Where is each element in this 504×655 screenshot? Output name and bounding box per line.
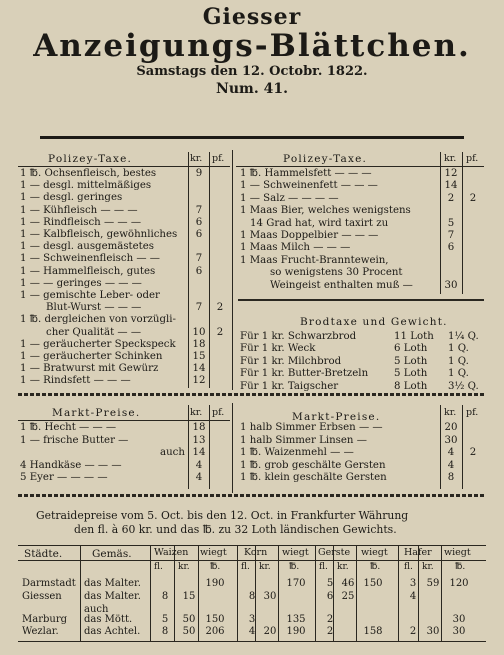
getraide-subheader-fl: fl. (319, 562, 328, 572)
section-divider-ornament (18, 393, 486, 396)
getraide-subheader-lb: ℔. (210, 562, 221, 572)
left_taxe-row-kr: 7 (195, 204, 203, 216)
getraide-cell-gemaes: das Mött. (84, 614, 133, 625)
getraide-cell-w_kr: 50 (182, 614, 196, 625)
left_taxe-row-text: 1 — Kalbfleisch, gewöhnliches (20, 229, 178, 240)
right-markt-pf-rule (462, 405, 463, 489)
getraide-cell-w_wiegt: 150 (205, 614, 225, 625)
getraide-cell-h_wiegt: 120 (449, 578, 469, 589)
getraide-cell-g_wiegt: 158 (363, 626, 383, 637)
left_taxe-row-kr: 14 (192, 363, 206, 375)
getraide-cell-gemaes: das Malter. (84, 591, 141, 602)
left_taxe-row-text: 1 — desgl. ausgemästetes (20, 241, 155, 253)
getraide-header-rule (18, 560, 486, 561)
getraide-cell-w_fl: 5 (161, 614, 169, 625)
right-markt-pf-header: pf. (466, 407, 479, 418)
right_markt-row-pf: 2 (469, 447, 477, 459)
brodtaxe-row-q: 1 Q. (448, 343, 469, 355)
brodtaxe-row-q: 1 Q. (448, 368, 469, 380)
left_markt-row-kr: 18 (192, 422, 206, 433)
left_taxe-row-text: 1 — Rindsfett — — — (20, 375, 131, 387)
left-taxe-header-rule (18, 166, 230, 167)
issue-number: Num. 41. (216, 81, 288, 97)
getraide-subheader-lb: ℔. (370, 562, 381, 572)
getraide-subheader-kr: kr. (422, 562, 434, 572)
getraide-cell-gemaes: das Malter. (84, 578, 141, 589)
column-divider (232, 150, 233, 390)
left-markt-pf-rule (209, 405, 210, 489)
left_taxe-row-kr: 7 (195, 302, 203, 314)
left-taxe-header: Polizey-Taxe. (48, 153, 133, 165)
left_taxe-row-text: 1 — Bratwurst mit Gewürz (20, 363, 159, 375)
section-divider-ornament-2 (18, 494, 486, 497)
right_taxe-row-text: so wenigstens 30 Procent (270, 267, 403, 279)
getraide-cell-h_fl: 3 (409, 578, 417, 589)
getraide-subheader-kr: kr. (337, 562, 349, 572)
brodtaxe-row-text: Für 1 kr. Taigscher (240, 380, 339, 392)
getraide-cell-g_kr: 25 (341, 591, 355, 602)
getraide-cell-k_wiegt: 135 (286, 614, 306, 625)
left_taxe-row-text: 1 — — geringes — — — (20, 277, 142, 289)
brodtaxe-row-weight: 11 Loth (394, 331, 434, 342)
getraide-cell-k_fl: 3 (248, 614, 256, 625)
left_taxe-row-kr: 7 (195, 253, 203, 265)
getraide-header-staedte: Städte. (24, 548, 63, 560)
getraide-cell-gemaes: auch (84, 604, 109, 615)
right_taxe-row-kr: 2 (447, 192, 455, 204)
getraide-cell-g_fl: 6 (326, 591, 334, 602)
getraide-cell-k_kr: 30 (263, 591, 277, 602)
getraide-cell-w_fl: 8 (161, 591, 169, 602)
masthead-title-main: Anzeigungs-Blättchen. (33, 28, 471, 64)
right_markt-row-kr: 20 (444, 422, 458, 433)
left_taxe-row-kr: 6 (195, 216, 203, 228)
brodtaxe-row-q: 3½ Q. (448, 380, 479, 392)
getraide-subheader-lb: ℔. (455, 562, 466, 572)
left-taxe-kr-rule (188, 152, 189, 388)
left_taxe-row-text: 1 ℔. Ochsenfleisch, bestes (20, 168, 157, 179)
brodtaxe-row-q: 1¼ Q. (448, 331, 479, 342)
brodtaxe-row-weight: 5 Loth (394, 355, 428, 367)
left_taxe-row-text: 1 — gemischte Leber- oder (20, 290, 160, 301)
getraide-cell-k_kr: 20 (263, 626, 277, 637)
right_markt-row-kr: 8 (447, 472, 455, 484)
right_markt-row-kr: 30 (444, 434, 458, 446)
getraide-bottom-rule (18, 641, 486, 642)
getraide-subheader-lb: ℔. (289, 562, 300, 572)
getraide-cell-k_wiegt: 170 (286, 578, 306, 589)
getraide-cell-h_fl: 4 (409, 591, 417, 602)
left_markt-row-text: 5 Eyer — — — — (20, 472, 108, 484)
left_taxe-row-kr: 9 (195, 168, 203, 179)
getraide-cell-gemaes: das Achtel. (84, 626, 141, 637)
left_taxe-row-kr: 6 (195, 265, 203, 277)
getraide-column-rule (315, 546, 316, 641)
getraide-cell-k_fl: 8 (248, 591, 256, 602)
getraide-header-korn-wiegt: wiegt (282, 547, 309, 558)
right-taxe-kr-rule (440, 152, 441, 294)
left_taxe-row-kr: 15 (192, 351, 206, 362)
getraide-header-hafer: Hafer (404, 547, 432, 558)
getraide-cell-w_wiegt: 206 (205, 626, 225, 637)
right_taxe-row-text: 1 — Schweinenfett — — — (240, 180, 378, 192)
getraide-column-rule (150, 546, 151, 641)
right_markt-row-kr: 4 (447, 447, 455, 459)
getraide-cell-stadt: Giessen (22, 591, 62, 602)
getraide-cell-k_wiegt: 190 (286, 626, 306, 637)
right_markt-row-text: 1 ℔. Waizenmehl — — (240, 447, 354, 459)
right_taxe-row-kr: 30 (444, 279, 458, 291)
left_markt-row-text: 1 ℔. Hecht — — — (20, 422, 117, 433)
right_taxe-row-text: 1 Maas Frucht-Branntewein, (240, 254, 389, 266)
left_taxe-row-text: 1 — desgl. geringes (20, 192, 123, 204)
masthead-title-top: Giesser (202, 4, 302, 30)
right-taxe-pf-header: pf. (466, 153, 479, 164)
masthead-rule (40, 136, 464, 139)
right_taxe-row-pf: 2 (469, 192, 477, 204)
right_markt-row-text: 1 halb Simmer Linsen — (240, 434, 367, 446)
left_markt-row-text: 1 — frische Butter — (20, 434, 129, 446)
getraide-cell-g_kr: 46 (341, 578, 355, 589)
getraide-cell-w_fl: 8 (161, 626, 169, 637)
getraide-cell-k_fl: 4 (248, 626, 256, 637)
left_markt-row-text: 4 Handkäse — — — (20, 459, 122, 471)
left_taxe-row-text: Blut-Wurst — — — (46, 302, 142, 314)
getraide-cell-g_fl: 5 (326, 578, 334, 589)
masthead (0, 4, 504, 97)
right_taxe-row-kr: 7 (447, 230, 455, 241)
brodtaxe-header: Brodtaxe und Gewicht. (300, 316, 448, 328)
right_taxe-row-text: 1 — Salz — — — — (240, 192, 339, 204)
markt-column-divider (232, 403, 233, 493)
right_taxe-row-text: 14 Grad hat, wird taxirt zu (250, 217, 389, 229)
getraide-cell-stadt: Wezlar. (22, 626, 59, 637)
right_taxe-row-kr: 5 (447, 217, 455, 229)
brodtaxe-row-weight: 6 Loth (394, 343, 428, 355)
getraide-subheader-fl: fl. (241, 562, 250, 572)
getraide-header-waizen: Waizen (154, 547, 189, 558)
getraide-cell-stadt: Marburg (22, 614, 68, 625)
getraide-intro-line1: Getraidepreise vom 5. Oct. bis den 12. Oct. in Frankfurter Währung (36, 509, 409, 522)
left_markt-row-kr: 13 (192, 434, 206, 446)
left_taxe-row-pf: 2 (216, 302, 224, 314)
right-taxe-pf-rule (462, 152, 463, 294)
getraide-cell-g_fl: 2 (326, 626, 334, 637)
getraide-intro-line2: den fl. à 60 kr. und das ℔. zu 32 Loth ländischen Gewichts. (74, 523, 397, 536)
right_taxe-row-kr: 14 (444, 180, 458, 192)
left_taxe-row-text: 1 ℔. dergleichen von vorzügli- (20, 314, 176, 326)
right_markt-row-text: 1 halb Simmer Erbsen — — (240, 422, 383, 433)
brodtaxe-row-weight: 5 Loth (394, 368, 428, 380)
right_taxe-row-text: 1 Maas Doppelbier — — — (240, 230, 379, 241)
right-markt-header: Markt-Preise. (292, 411, 381, 423)
left-markt-kr-header: kr. (190, 407, 203, 418)
getraide-header-gerste: Gerste (318, 547, 351, 558)
left-markt-kr-rule (188, 405, 189, 489)
right_taxe-row-text: 1 Maas Bier, welches wenigstens (240, 205, 411, 217)
left-taxe-pf-header: pf. (212, 153, 225, 164)
brodtaxe-row-text: Für 1 kr. Milchbrod (240, 355, 342, 367)
right_taxe-row-kr: 12 (444, 168, 458, 179)
getraide-subheader-kr: kr. (178, 562, 190, 572)
getraide-column-rule (80, 546, 81, 641)
right-markt-kr-header: kr. (444, 407, 457, 418)
getraide-header-gerste-wiegt: wiegt (361, 547, 388, 558)
getraide-subheader-fl: fl. (154, 562, 163, 572)
getraide-subheader-kr: kr. (259, 562, 271, 572)
getraide-header-korn: Korn (244, 547, 268, 558)
left_taxe-row-text: 1 — Hammelfleisch, gutes (20, 265, 156, 277)
getraide-header-hafer-wiegt: wiegt (444, 547, 471, 558)
left-markt-header-rule (18, 420, 230, 421)
right_markt-row-text: 1 ℔. klein geschälte Gersten (240, 472, 387, 484)
right-markt-kr-rule (440, 405, 441, 489)
getraide-top-rule (18, 545, 486, 546)
getraide-cell-g_fl: 2 (326, 614, 334, 625)
left_taxe-row-text: 1 — Schweinenfleisch — — (20, 253, 160, 265)
left_taxe-row-kr: 6 (195, 229, 203, 240)
left_taxe-row-kr: 10 (192, 326, 206, 338)
right_markt-row-kr: 4 (447, 459, 455, 471)
getraide-cell-h_wiegt: 30 (452, 626, 466, 637)
getraide-cell-w_kr: 50 (182, 626, 196, 637)
left_markt-row-kr: 4 (195, 472, 203, 484)
brodtaxe-row-text: Für 1 kr. Schwarzbrod (240, 331, 357, 342)
right_taxe-row-kr: 6 (447, 242, 455, 254)
left-taxe-pf-rule (209, 152, 210, 388)
left-markt-pf-header: pf. (212, 407, 225, 418)
right-taxe-header-rule (236, 166, 484, 167)
left_taxe-row-text: 1 — Kühfleisch — — — (20, 204, 138, 216)
brodtaxe-row-weight: 8 Loth (394, 380, 428, 392)
left_markt-row-text: auch (160, 447, 185, 459)
brodtaxe-row-text: Für 1 kr. Butter-Bretzeln (240, 368, 369, 380)
getraide-subheader-fl: fl. (404, 562, 413, 572)
brodtaxe-rule (238, 299, 484, 301)
left-taxe-kr-header: kr. (190, 153, 203, 164)
brodtaxe-row-text: Für 1 kr. Weck (240, 343, 316, 355)
right_taxe-row-text: Weingeist enthalten muß — (270, 279, 413, 291)
right_taxe-row-text: 1 ℔. Hammelsfett — — — (240, 168, 372, 179)
left_markt-row-kr: 14 (192, 447, 206, 459)
left-markt-header: Markt-Preise. (52, 407, 141, 419)
right-taxe-header: Polizey-Taxe. (283, 153, 368, 165)
issue-date: Samstags den 12. Octobr. 1822. (136, 64, 368, 79)
getraide-cell-h_kr: 30 (426, 626, 440, 637)
right-taxe-kr-header: kr. (444, 153, 457, 164)
left_taxe-row-kr: 18 (192, 338, 206, 350)
getraide-cell-h_fl: 2 (409, 626, 417, 637)
getraide-column-rule (237, 546, 238, 641)
left_taxe-row-text: 1 — Rindfleisch — — — (20, 216, 142, 228)
left_taxe-row-text: 1 — desgl. mittelmäßiges (20, 180, 152, 192)
getraide-column-rule (398, 546, 399, 641)
getraide-cell-h_wiegt: 30 (452, 614, 466, 625)
getraide-cell-w_wiegt: 190 (205, 578, 225, 589)
left_taxe-row-kr: 12 (192, 375, 206, 387)
left_taxe-row-text: cher Qualität — — (46, 326, 142, 338)
getraide-header-gemaes: Gemäs. (92, 548, 132, 560)
getraide-cell-h_kr: 59 (426, 578, 440, 589)
right_markt-row-text: 1 ℔. grob geschälte Gersten (240, 459, 386, 471)
getraide-cell-stadt: Darmstadt (22, 578, 76, 589)
left_taxe-row-text: 1 — geräucherter Schinken (20, 351, 163, 362)
getraide-cell-w_kr: 15 (182, 591, 196, 602)
brodtaxe-row-q: 1 Q. (448, 355, 469, 367)
left_taxe-row-text: 1 — geräucherter Speckspeck (20, 338, 176, 350)
getraide-cell-g_wiegt: 150 (363, 578, 383, 589)
left_taxe-row-pf: 2 (216, 326, 224, 338)
left_markt-row-kr: 4 (195, 459, 203, 471)
getraide-header-waizen-wiegt: wiegt (200, 547, 227, 558)
right_taxe-row-text: 1 Maas Milch — — — (240, 242, 351, 254)
